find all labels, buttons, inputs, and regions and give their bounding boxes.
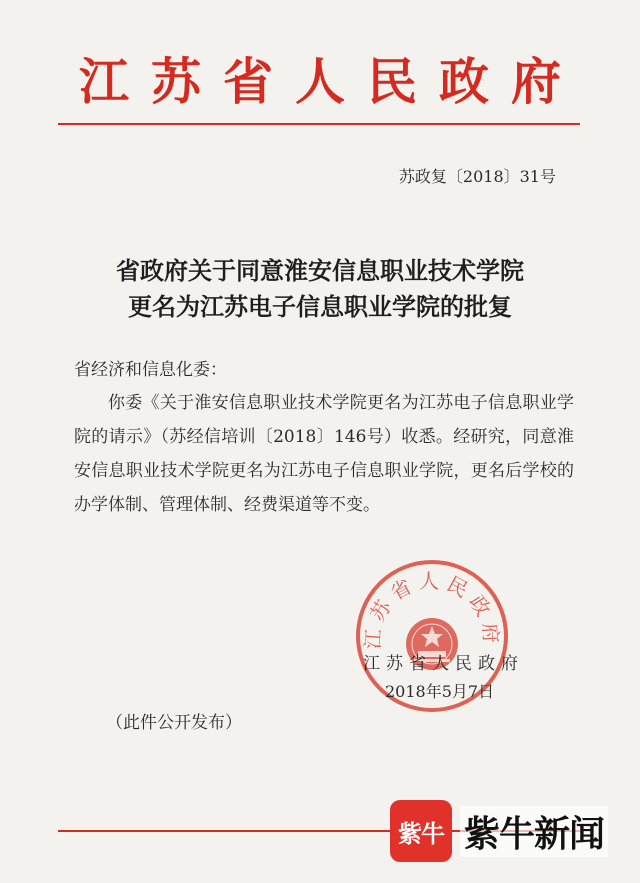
body-paragraph: 你委《关于淮安信息职业技术学院更名为江苏电子信息职业学院的请示》（苏经信培训〔2018〕146号）收悉。经研究，同意淮安信息职业技术学院更名为江苏电子信息职业学院，更名后学校的办学体制、管理体制、经费渠道等不变。 — [74, 393, 574, 515]
watermark-brand: 紫牛新闻 — [460, 806, 608, 857]
signer-name: 江苏省人民政府 — [363, 654, 524, 674]
publication-note: （此件公开发布） — [106, 713, 242, 733]
signature-date: 2018年5月7日 — [385, 682, 495, 701]
news-watermark — [390, 800, 608, 862]
document-title-line-1: 省政府关于同意淮安信息职业技术学院 — [116, 256, 524, 285]
document-number: 苏政复〔2018〕31号 — [398, 167, 556, 186]
header-red-rule — [58, 123, 580, 125]
addressee: 省经济和信息化委： — [74, 360, 227, 380]
body-text — [74, 386, 574, 522]
document-title-line-2: 更名为江苏电子信息职业学院的批复 — [128, 292, 512, 321]
issuer-header: 江苏省人民政府 — [79, 52, 583, 111]
ziniu-logo-icon: 紫牛 — [390, 800, 452, 862]
seal-text: 江苏省人民政府 — [360, 569, 504, 650]
